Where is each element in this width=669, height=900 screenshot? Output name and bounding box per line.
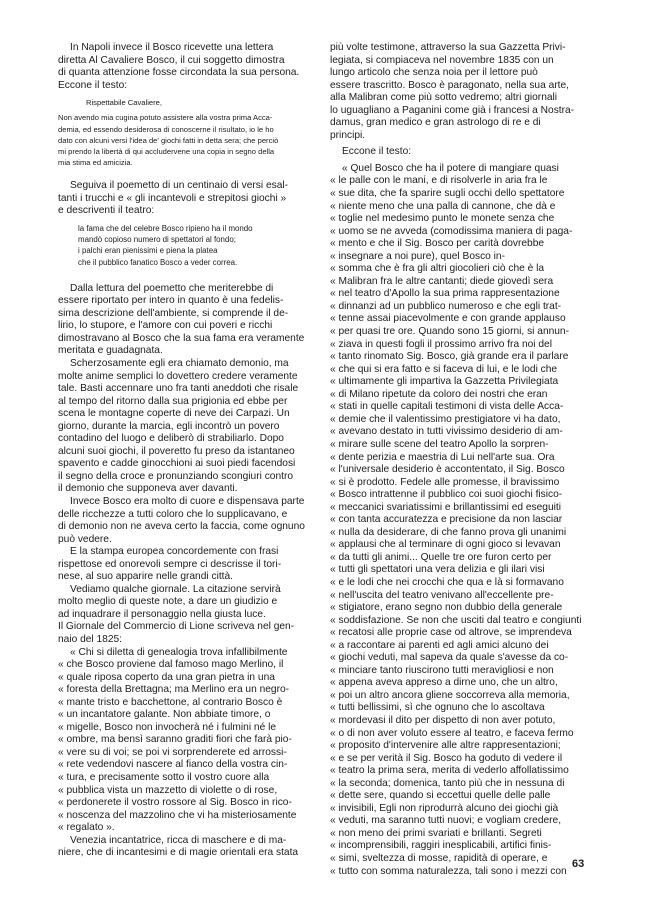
text-line: il segno della croce e pronunziando scongiuri contro <box>58 470 294 482</box>
text-line: « le palle con le mani, e di risolverle in aria fra le <box>330 175 548 187</box>
text-line: « ultimamente gli impartiva la Gazzetta Privilegiata <box>330 376 559 388</box>
text-line: lirio, lo stupore, e l'amore con cui poveri e ricchi <box>58 320 273 332</box>
quoted-letter <box>58 97 309 168</box>
text-line: « tutti gli spettatori una vera delizia e gli ilari visi <box>330 564 545 576</box>
text-line: « mento e che il Sig. Bosco per carità dovrebbe <box>330 238 545 250</box>
text-line: più volte testimone, attraverso la sua Gazzetta Privi- <box>330 42 566 53</box>
text-line: « ziava in questi fogli il prossimo arrivo fra noi del <box>330 338 552 350</box>
paragraph <box>58 180 309 218</box>
paragraph <box>58 42 309 92</box>
paragraph <box>58 621 309 646</box>
text-line: « non meno dei primi svariati e brillanti. Segreti <box>330 827 542 839</box>
paragraph <box>58 546 309 584</box>
text-line: « Quel Bosco che ha il potere di mangiare quasi <box>342 162 559 174</box>
text-line: « niente meno che una palla di cannone, che dà e <box>330 200 556 212</box>
text-line: « la seconda; domenica, tanto più che in nessuna di <box>330 777 565 789</box>
text-line: « Chi si diletta di genealogia trova infallibilmente <box>70 646 288 658</box>
text-line: « si è prodotto. Fedele alle promesse, il bravissimo <box>330 476 560 488</box>
text-line: lo uguagliano a Paganini come già i francesi a Nostra- <box>330 104 575 116</box>
letter-body <box>58 112 309 168</box>
paragraph <box>330 146 588 159</box>
paragraph <box>330 42 588 142</box>
text-line: di demonio non ne aveva certo la faccia, come ognuno <box>58 521 305 533</box>
text-line: « incomprensibili, raggiri inesplicabili, artifici finis- <box>330 840 552 852</box>
text-line: « appena aveva appreso a dirne uno, che un altro, <box>330 677 558 689</box>
text-line: Non avendo mia cugina potuto assistere alla vostra prima Acca- <box>58 113 273 123</box>
text-line: « Malibran fra le altre cantanti; diede giovedì sera <box>330 275 554 287</box>
text-line: « simi, sveltezza di mosse, rapidità di operare, e <box>330 853 548 864</box>
text-line: « da tutti gli animi... Quelle tre ore furon certo per <box>330 551 552 563</box>
text-line: « mante tristo e bacchettone, al contrario Bosco è <box>58 696 283 708</box>
right-column <box>330 42 588 878</box>
text-line: « mirare sulle scene del teatro Apollo la sorpren- <box>330 438 549 450</box>
text-line: « tura, e precisamente sotto il vostro cuore alla <box>58 772 270 784</box>
text-line: « per quasi tre ore. Quando sono 15 giorni, si annun- <box>330 326 569 338</box>
text-line: mi prendo la libertà di qui accludervene una copia in segno della <box>58 146 275 156</box>
text-line: « sue dita, che fa sparire sugli occhi dello spettatore <box>330 188 565 200</box>
text-line: « dente perizia e maestria di Lui nell'arte sua. Ora <box>330 451 555 463</box>
text-line: « migelle, Bosco non invocherà né i fulmini né le <box>58 721 277 733</box>
paragraph <box>58 584 309 622</box>
text-line: tanti i trucchi e « gli incantevoli e strepitosi giochi » <box>58 192 287 204</box>
text-line: damus, gran medico e gran astrologo di re e di <box>330 117 541 129</box>
text-line: i palchi eran pienissimi e piena la platea <box>78 246 218 256</box>
text-line: « teatro la prima sera, merita di vederlo affollatissimo <box>330 765 569 777</box>
text-line: tale. Basti accennare uno fra tanti aneddoti che risale <box>58 383 299 395</box>
quoted-poem <box>78 223 309 268</box>
text-line: alcuni suoi giochi, il poveretto fu preso da istantaneo <box>58 445 295 457</box>
text-line: « che qui si era fatto e si faceva di lui, e le lodi che <box>330 363 558 375</box>
paragraph <box>58 835 309 860</box>
text-line: « quale riposa coperto da una gran pietra in una <box>58 671 275 683</box>
text-line: In Napoli invece il Bosco ricevette una lettera <box>70 42 274 53</box>
text-line: « o di non aver voluto essere al teatro, e faceva fermo <box>330 727 574 739</box>
text-line: Seguiva il poemetto di un centinaio di versi esal- <box>70 180 289 192</box>
text-line: « l'universale desiderio è accontentato, il Sig. Bosco <box>330 464 565 476</box>
text-line: « tenne assai piacevolmente e con grande applauso <box>330 313 566 325</box>
text-line: contadino del luogo e deliberò di strabiliarlo. Dopo <box>58 433 284 445</box>
text-line: Dalla lettura del poemetto che meriterebbe di <box>70 282 274 294</box>
text-line: « noscenza del mazzolino che vi ha misteriosamente <box>58 809 297 821</box>
text-line: « invisibili, Egli non riprodurrà alcuno dei giochi già <box>330 802 559 814</box>
text-line: « con tanta accuratezza e precisione da non lasciar <box>330 514 563 526</box>
text-line: « dette sere, quando si eccettui quelle delle palle <box>330 790 551 802</box>
text-line: « mordevasi il dito per dispetto di non aver potuto, <box>330 714 556 726</box>
text-line: Vediamo qualche giornale. La citazione servirà <box>70 583 281 595</box>
text-line: ad inquadrare il personaggio nella giusta luce. <box>58 608 266 620</box>
text-line: « demie che il valentissimo prestigiatore vi ha dato, <box>330 413 561 425</box>
text-line: essere riportato per intero in quanto è una fedelis- <box>58 295 284 307</box>
text-line: « Bosco intrattenne il pubblico coi suoi giochi fisico- <box>330 489 563 501</box>
text-line: « proposito d'intervenire alle altre rappresentazioni; <box>330 740 561 752</box>
text-line: nese, al suo apparire nelle grandi città. <box>58 571 233 583</box>
text-line: meritata e guadagnata. <box>58 345 163 357</box>
text-line: lungo articolo che senza noia per il lettore può <box>330 67 538 79</box>
text-line: che il pubblico fanatico Bosco a veder correa. <box>78 257 238 267</box>
text-line: essere trascritto. Bosco è paragonato, nella sua arte, <box>330 79 569 91</box>
text-line: « avevano destato in tutti vivissimo desiderio di am- <box>330 426 563 438</box>
text-line: il demonio che supponeva aver davanti. <box>58 483 238 495</box>
text-line: « un incantatore galante. Non abbiate timore, o <box>58 709 271 721</box>
text-line: « tutto con somma naturalezza, tali sono i mezzi con <box>330 865 567 877</box>
text-line: « nell'uscita del teatro venivano all'eccellente pre- <box>330 589 554 601</box>
text-line: « pubblica vista un mazzetto di violette o di rose, <box>58 784 278 796</box>
text-line: Eccone il testo: <box>58 79 128 91</box>
text-line: mia stima ed amicizia. <box>58 158 133 168</box>
paragraph <box>58 283 309 358</box>
text-line: « toglie nel medesimo punto le monete senza che <box>330 213 555 225</box>
text-line: « uomo se ne avveda (comodissima maniera di paga- <box>330 225 573 237</box>
text-line: « di Milano ripetute da coloro dei nostri che eran <box>330 388 548 400</box>
text-line: « somma che è fra gli altri giocolieri ciò che è la <box>330 263 545 275</box>
text-line: diretta Al Cavaliere Bosco, il cui soggetto dimostra <box>58 54 285 66</box>
letter-salutation: Rispettabile Cavaliere, <box>86 98 162 108</box>
text-line: « e le lodi che nei crocchi che qua e là si formavano <box>330 576 564 588</box>
text-line: « dinnanzi ad un pubblico numeroso e che egli trat- <box>330 300 562 312</box>
text-line: mandò copioso numero di spettatori al fondo; <box>78 235 236 245</box>
text-line: molte anime semplici lo dovettero credere veramente <box>58 370 298 382</box>
text-line: « nulla da desiderare, di che fanno prova gli unanimi <box>330 526 567 538</box>
text-line: di quanta attenzione fosse circondata la sua persona. <box>58 67 300 79</box>
text-line: naio del 1825: <box>58 634 123 646</box>
text-line: « e se per verità il Sig. Bosco ha goduto di vedere il <box>330 752 563 764</box>
text-line: « rete vedendovi nascere al fianco della vostra cin- <box>58 759 288 771</box>
text-line: « giochi veduti, mal sapeva da quale s'avesse da co- <box>330 652 569 664</box>
text-line: « tutti bellissimi, sì che ognuno che lo ascoltava <box>330 702 545 714</box>
text-line: la fama che del celebre Bosco ripieno ha il mondo <box>78 223 253 233</box>
text-line: « foresta della Brettagna; ma Merlino era un negro- <box>58 684 290 696</box>
text-line: spavento e cadde ginocchioni ai suoi piedi facendosi <box>58 458 296 470</box>
text-line: « applausi che al terminare di ogni gioco si levavan <box>330 539 561 551</box>
paragraph <box>58 496 309 546</box>
text-line: « perdonerete il vostro rossore al Sig. Bosco in rico- <box>58 797 292 809</box>
page-number: 63 <box>572 858 585 870</box>
text-line: « meccanici svariatissimi e brillantissimi ed eseguiti <box>330 501 561 513</box>
text-line: Eccone il testo: <box>342 146 412 158</box>
text-line: sima descrizione dell'ambiente, si comprende il de- <box>58 307 289 319</box>
text-line: « stigiatore, erano segno non dubbio della generale <box>330 602 563 614</box>
text-line: legiata, si compiaceva nel novembre 1835 con un <box>330 54 554 66</box>
text-line: e descriventi il teatro: <box>58 205 155 217</box>
paragraph <box>58 358 309 496</box>
text-line: Venezia incantatrice, ricca di maschere e di ma- <box>70 834 287 846</box>
text-line: « a raccontare ai parenti ed agli amici alcuno dei <box>330 639 549 651</box>
text-line: « poi un altro ancora gliene soccorreva alla memoria, <box>330 689 570 701</box>
text-line: « nel teatro d'Apollo la sua prima rappresentazione <box>330 288 560 300</box>
text-line: al tempo del ritorno dalla sua prigionia ed ebbe per <box>58 395 288 407</box>
text-line: « minciare tanto riuscirono tutti meravigliosi e non <box>330 664 554 676</box>
left-column <box>58 42 309 860</box>
text-line: « insegnare a noi pure), quel Bosco in- <box>330 250 505 262</box>
text-line: demia, ed essendo desiderosa di conoscerne il risultato, io le ho <box>58 124 274 134</box>
paragraph <box>58 647 309 835</box>
text-line: giorno, durante la marcia, egli incontrò un povero <box>58 420 280 432</box>
text-line: Scherzosamente egli era chiamato demonio, ma <box>70 357 289 369</box>
text-line: molto meglio di queste note, a dare un giudizio e <box>58 596 278 608</box>
text-line: « veduti, ma saranno tutti nuovi; e vogliam credere, <box>330 815 562 827</box>
text-line: dimostravano al Bosco che la sua fama era veramente <box>58 332 305 344</box>
text-line: « che Bosco proviene dal famoso mago Merlino, il <box>58 659 284 671</box>
text-line: « recatosi alle proprie case od altrove, se imprendeva <box>330 627 572 639</box>
text-line: delle ricchezze a tutti coloro che lo supplicavano, e <box>58 508 288 520</box>
text-line: « vere su di voi; se poi vi sorprenderete ed arrossi- <box>58 746 287 758</box>
text-line: scena le montagne coperte di neve dei Carpazi. Un <box>58 408 290 420</box>
text-line: « stati in quelle capitali testimoni di vista delle Acca- <box>330 401 564 413</box>
text-line: Il Giornale del Commercio di Lione scriveva nel gen- <box>58 621 295 633</box>
text-line: niere, che di incantesimi e di magie orientali era stata <box>58 847 299 859</box>
text-line: può vedere. <box>58 533 112 545</box>
text-line: rispettose ed onorevoli sempre ci descrisse il tori- <box>58 558 282 570</box>
text-line: « tanto rinomato Sig. Bosco, già grande era il parlare <box>330 351 569 363</box>
paragraph <box>330 163 588 878</box>
text-line: « regalato ». <box>58 822 115 834</box>
text-line: dato con alcuni versi l'idea de' giochi fatti in detta sera; che perciò <box>58 135 279 145</box>
text-line: E la stampa europea concordemente con frasi <box>70 546 279 558</box>
text-line: Invece Bosco era molto di cuore e dispensava parte <box>70 496 305 507</box>
text-line: « soddisfazione. Se non che usciti dal teatro e congiunti <box>330 614 582 626</box>
text-line: principi. <box>330 129 366 141</box>
text-line: « ombre, ma bensì saranno graditi fiori che farà pio- <box>58 734 292 746</box>
text-line: alla Malibran come più sotto vedremo; altri giornali <box>330 92 558 104</box>
